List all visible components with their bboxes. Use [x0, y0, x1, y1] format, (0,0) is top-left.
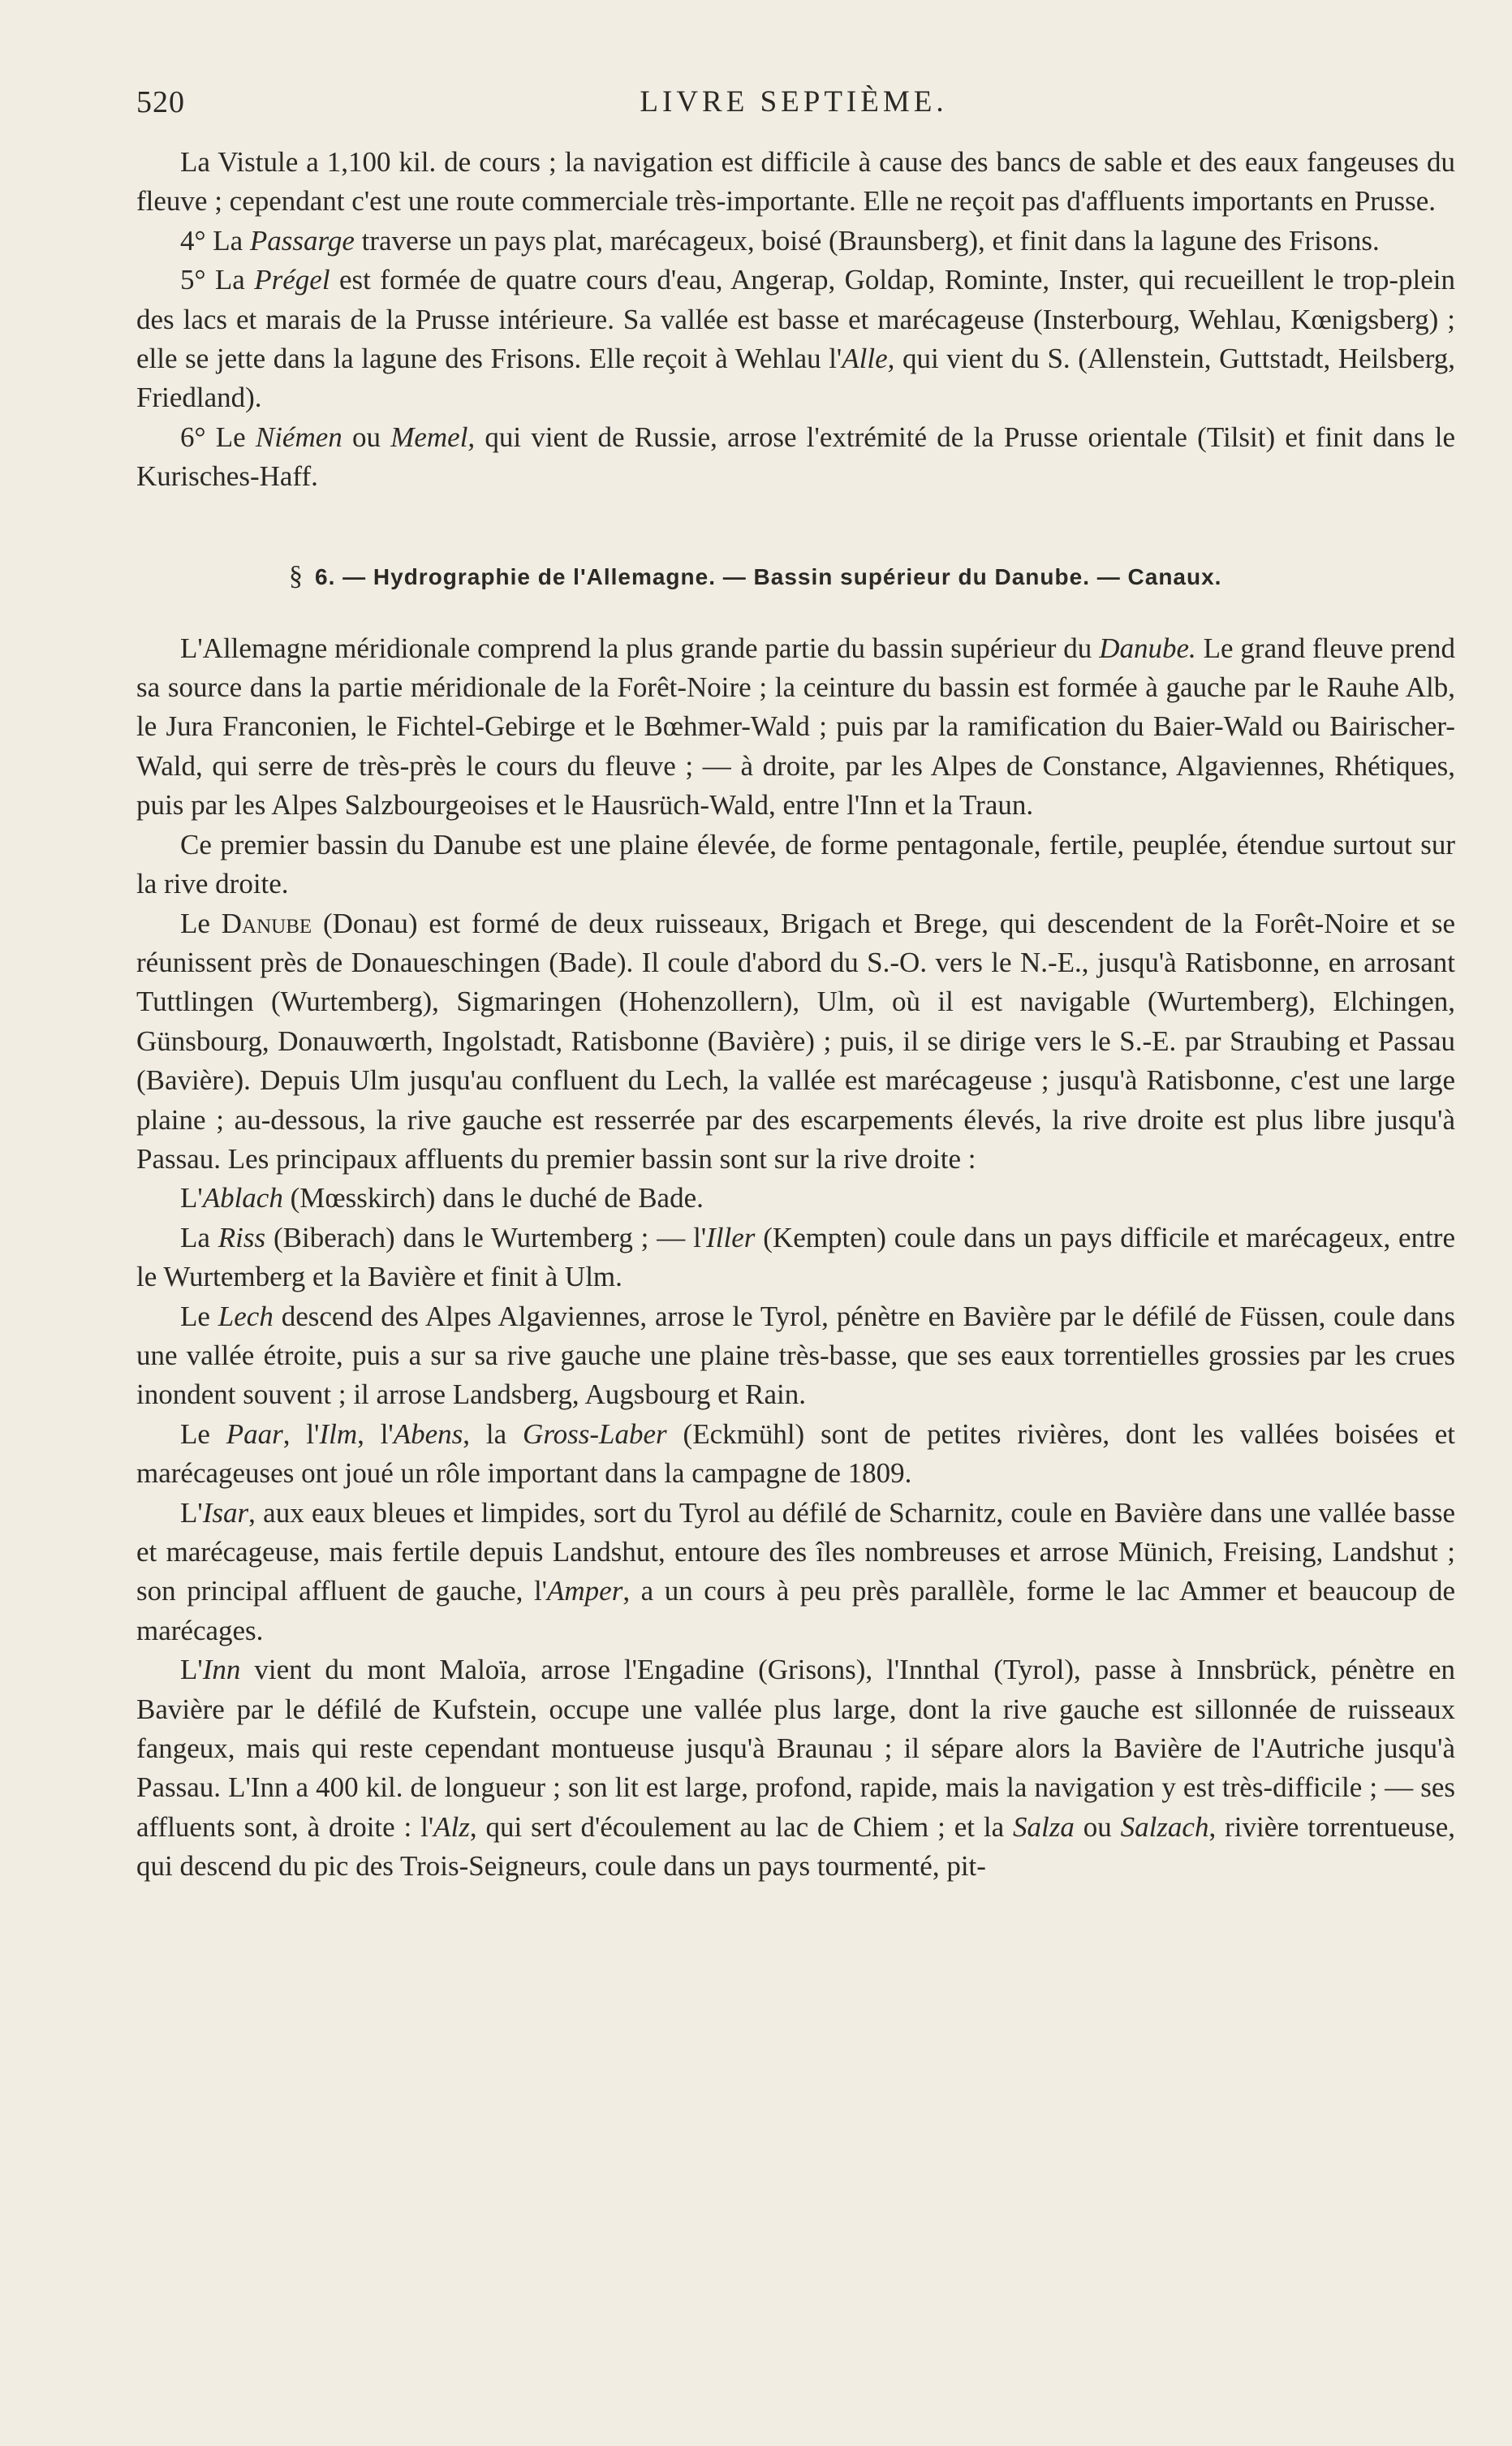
river-name: Paar	[226, 1417, 283, 1450]
text: descend des Alpes Algaviennes, arrose le Tyrol, pénètre en Bavière par le défilé de Füssen, coule dans une vallée étroite, puis a sur sa rive gauche une plaine très-basse, que ses eaux torrentielles grossies par les crues inondent souvent ; il arrose Landsberg, Augsbourg et Rain.	[136, 1300, 1455, 1411]
text: , a un cours à peu près parallèle, forme le lac Ammer et beaucoup de marécages.	[136, 1575, 1455, 1646]
text: , rivière torrentueuse, qui descend du pic des Trois-Seigneurs, coule dans un pays tourmenté, pit-	[136, 1810, 1456, 1883]
paragraph-inn	[136, 1650, 1455, 1886]
paragraph-petites-rivieres	[136, 1415, 1455, 1494]
page-body	[136, 143, 1455, 1887]
river-name: Amper	[547, 1575, 623, 1607]
river-name: Alle,	[842, 343, 895, 375]
text: vient du mont Maloïa, arrose l'Engadine (Grisons), l'Innthal (Tyrol), passe à Innsbrück, pénètre en Bavière par le défilé de Kufstein, occupe une vallée plus large, dont la rive gauche est sillonnée de ruisseaux fangeux, mais qui reste cependant montueuse jusqu'à Braunau ; il sépare alors la Bavière de l'Autriche jusqu'à Passau. L'Inn a 400 kil. de longueur ; son lit est large, profond, rapide, mais la navigation y est très-difficile ; — ses affluents sont, à droite : l'	[136, 1654, 1455, 1843]
river-name: Passarge	[249, 224, 355, 257]
text: (Kempten) coule dans un pays difficile et marécageux, entre le Wurtemberg et la Bavière et finit à Ulm.	[136, 1221, 1455, 1293]
section-heading	[136, 560, 1455, 593]
river-name: Iller	[706, 1221, 756, 1253]
river-name: Salzach	[1120, 1810, 1209, 1843]
text: (Biberach) dans le Wurtemberg ; — l'	[265, 1221, 707, 1253]
text: La	[180, 1221, 218, 1253]
paragraph-lech	[136, 1297, 1455, 1415]
river-name: Inn	[202, 1654, 241, 1686]
paragraph-isar	[136, 1494, 1455, 1651]
page-number: 520	[136, 85, 185, 119]
text: 6° Le	[180, 421, 256, 453]
text: ou	[342, 421, 391, 453]
paragraph-ablach	[136, 1179, 1455, 1218]
paragraph-premier-bassin	[136, 826, 1455, 904]
text: , qui sert d'écoulement au lac de Chiem ; et la	[469, 1810, 1013, 1843]
text: Le grand fleuve prend sa source dans la partie méridionale de la Forêt-Noire ; la ceinture du bassin est formée à gauche par le Rauhe Alb, le Jura Franconien, le Fichtel-Gebirge et le Bœhmer-Wald ; puis par la ramification du Baier-Wald ou Bairischer-Wald, qui serre de très-près le cours du fleuve ; — à droite, par les Alpes de Constance, Algaviennes, Rhétiques, puis par les Alpes Salzbourgeoises et le Hausrüch-Wald, entre l'Inn et la Traun.	[136, 632, 1455, 822]
text: Le	[180, 1300, 218, 1332]
text: (Donau) est formé de deux ruisseaux, Brigach et Brege, qui descendent de la Forêt-Noire et se réunissent près de Donaueschingen (Bade). Il coule d'abord du S.-O. vers le N.-E., jusqu'à Ratisbonne, en arrosant Tuttlingen (Wurtemberg), Sigmaringen (Hohenzollern), Ulm, où il est navigable (Wurtemberg), Elchingen, Günsbourg, Donauwœrth, Ingolstadt, Ratisbonne (Bavière) ; puis, il se dirige vers le S.-E. par Straubing et Passau (Bavière). Depuis Ulm jusqu'au confluent du Lech, la vallée est marécageuse ; jusqu'à Ratisbonne, c'est une large plaine ; au-dessous, la rive gauche est resserrée par des escarpements élevés, la rive droite est plus libre jusqu'à Passau. Les principaux affluents du premier bassin sont sur la rive droite :	[136, 907, 1455, 1175]
river-name: Salza	[1012, 1810, 1075, 1843]
paragraph-pregel	[136, 261, 1455, 418]
paragraph-niemen	[136, 418, 1455, 497]
text: L'	[180, 1654, 203, 1686]
text: (Mœsskirch) dans le duché de Bade.	[282, 1182, 704, 1214]
river-name: Memel,	[390, 421, 476, 453]
text: , l'	[282, 1417, 320, 1450]
paragraph-riss	[136, 1219, 1455, 1297]
river-name: Prégel	[254, 264, 330, 296]
text: L'	[180, 1496, 203, 1529]
running-title: LIVRE SEPTIÈME.	[640, 85, 948, 119]
river-name: Danube	[221, 907, 312, 939]
text: La Vistule a 1,100 kil. de cours ; la navigation est difficile à cause des bancs de sable et des eaux fangeuses du fleuve ; cependant c'est une route commerciale très-importante. Elle ne reçoit pas d'affluents importants en Prusse.	[136, 146, 1455, 218]
text: est formée de quatre cours d'eau, Angerap, Goldap, Rominte, Inster, qui recueillent le trop-plein des lacs et marais de la Prusse intérieure. Sa vallée est basse et marécageuse (Insterbourg, Wehlau, Kœnigsberg) ; elle se jette dans la lagune des Frisons. Elle reçoit à Wehlau l'	[136, 264, 1455, 375]
text: Le	[180, 1417, 226, 1450]
river-name: Alz	[433, 1810, 470, 1843]
section-title: 6. — Hydrographie de l'Allemagne. — Bassin supérieur du Danube. — Canaux.	[315, 563, 1222, 589]
text: 5° La	[180, 264, 255, 296]
text: Le	[180, 907, 222, 939]
paragraph-allemagne-meridionale	[136, 629, 1455, 826]
paragraph-passarge	[136, 222, 1455, 261]
paragraph-danube	[136, 904, 1455, 1180]
text: L'Allemagne méridionale comprend la plus grande partie du bassin supérieur du	[180, 632, 1100, 664]
river-name: Isar	[202, 1496, 249, 1529]
river-name: Gross-Laber	[523, 1417, 667, 1450]
text: , aux eaux bleues et limpides, sort du Tyrol au défilé de Scharnitz, coule en Bavière dans une vallée basse et marécageuse, mais fertile depuis Landshut, entoure des îles nombreuses et arrose Münich, Freising, Landshut ; son principal affluent de gauche, l'	[136, 1496, 1455, 1607]
river-name: Abens	[393, 1417, 463, 1450]
text: ou	[1074, 1810, 1121, 1843]
river-name: Danube.	[1099, 632, 1196, 664]
river-name: Riss	[218, 1221, 266, 1253]
text: 4° La	[180, 224, 250, 257]
text: , la	[463, 1417, 523, 1450]
section-symbol: §	[289, 560, 304, 591]
text: (Eckmühl) sont de petites rivières, dont les vallées boisées et marécageuses ont joué un rôle important dans la campagne de 1809.	[136, 1417, 1456, 1490]
text: traverse un pays plat, marécageux, boisé (Braunsberg), et finit dans la lagune des Frisons.	[354, 224, 1380, 257]
paragraph-vistule	[136, 143, 1455, 222]
text: Ce premier bassin du Danube est une plaine élevée, de forme pentagonale, fertile, peuplée, étendue surtout sur la rive droite.	[136, 828, 1455, 900]
text: , l'	[357, 1417, 394, 1450]
river-name: Lech	[218, 1300, 274, 1332]
river-name: Ilm	[319, 1417, 358, 1450]
text: qui vient du S. (Allenstein, Guttstadt, Heilsberg, Friedland).	[136, 343, 1455, 414]
river-name: Ablach	[202, 1182, 283, 1214]
river-name: Niémen	[255, 421, 342, 453]
text: L'	[180, 1182, 203, 1214]
page-header	[136, 84, 1451, 133]
text: qui vient de Russie, arrose l'extrémité de la Prusse orientale (Tilsit) et finit dans le Kurisches-Haff.	[136, 421, 1456, 493]
